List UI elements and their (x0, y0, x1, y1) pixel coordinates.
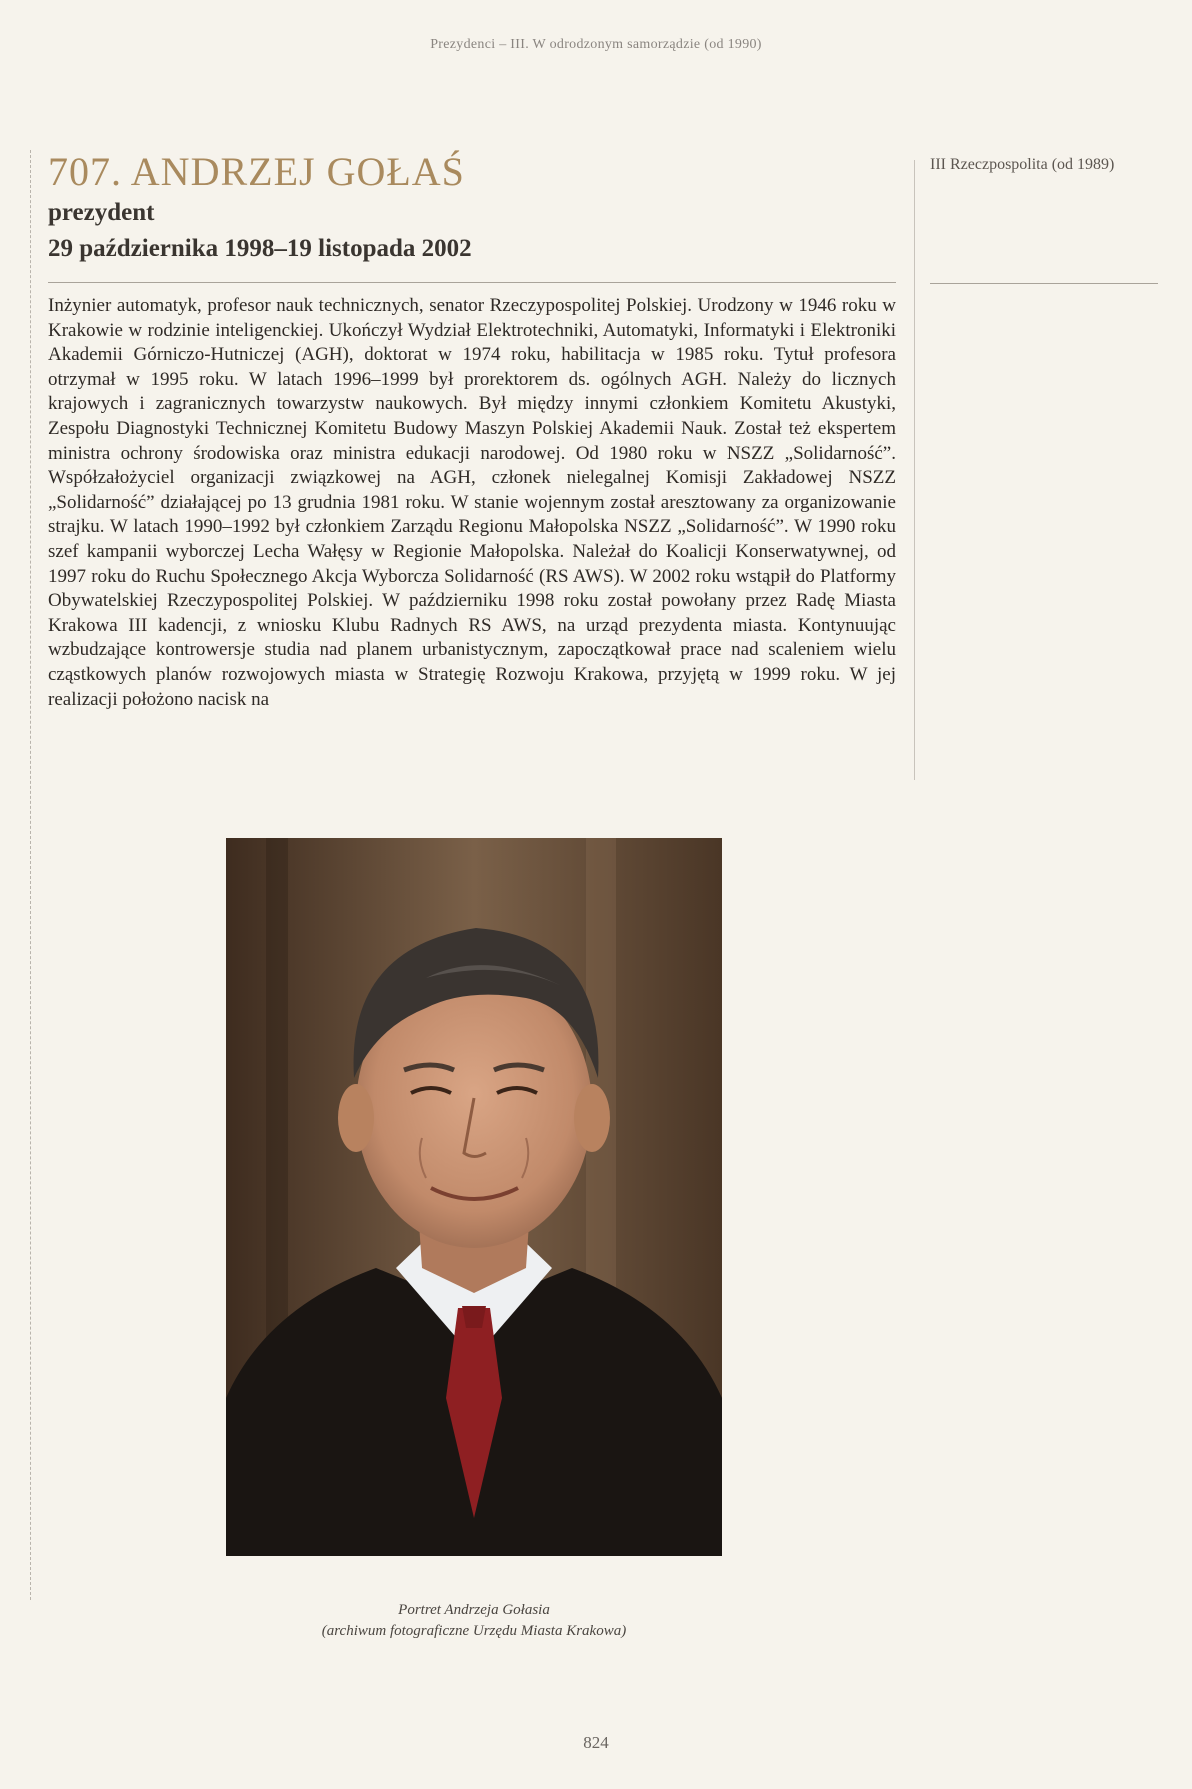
side-note: III Rzeczpospolita (od 1989) (930, 156, 1115, 173)
column-divider (914, 160, 915, 780)
side-note-rule (930, 283, 1158, 284)
portrait-illustration (226, 838, 722, 1556)
left-margin-rule (30, 150, 31, 1600)
entry-number: 707. (48, 149, 122, 194)
heading-rule (48, 282, 896, 283)
page-number: 824 (583, 1733, 609, 1752)
photo-caption (226, 1600, 722, 1642)
biography-text: Inżynier automatyk, profesor nauk technicznych, senator Rzeczypospolitej Polskiej. Urodzony w 1946 roku w Krakowie w rodzinie inteligenckiej. Ukończył Wydział Elektrotechniki, Automatyki, Informatyki i Elektroniki Akademii Górniczo-Hutniczej (AGH), doktorat w 1974 roku, habilitacja w 1985 roku. Tytuł profesora otrzymał w 1995 roku. W latach 1996–1999 był prorektorem ds. ogólnych AGH. Należy do licznych krajowych i zagranicznych towarzystw naukowych. Był między innymi członkiem Komitetu Akustyki, Zespołu Diagnostyki Technicznej Komitetu Budowy Maszyn Polskiej Akademii Nauk. Został też ekspertem ministra ochrony środowiska oraz ministra edukacji narodowej. Od 1980 roku w NSZZ „Solidarność”. Współzałożyciel organizacji związkowej na AGH, członek nielegalnej Komisji Zakładowej NSZZ „Solidarność” działającej po 13 grudnia 1981 roku. W stanie wojennym został aresztowany za organizowanie strajku. W latach 1990–1992 był członkiem Zarządu Regionu Małopolska NSZZ „Solidarność”. W 1990 roku szef kampanii wyborczej Lecha Wałęsy w Regionie Małopolska. Należał do Koalicji Konserwatywnej, od 1997 roku do Ruchu Społecznego Akcja Wyborcza Solidarność (RS AWS). W 2002 roku wstąpił do Platformy Obywatelskiej Rzeczypospolitej Polskiej. W październiku 1998 roku został powołany przez Radę Miasta Krakowa III kadencji, z wniosku Klubu Radnych RS AWS, na urząd prezydenta miasta. Kontynuując wzbudzające kontrowersje studia nad planem urbanistycznym, zapoczątkował prace nad scaleniem wielu cząstkowych planów rozwojowych miasta w Strategię Rozwoju Krakowa, przyjętą w 1999 roku. W jej realizacji położono nacisk na (48, 295, 896, 710)
running-head: Prezydenci – III. W odrodzonym samorządzie (od 1990) (430, 37, 762, 52)
entry-heading (48, 148, 465, 195)
entry-term: 29 października 1998–19 listopada 2002 (48, 235, 472, 262)
portrait-photo (226, 838, 722, 1556)
caption-source: (archiwum fotograficzne Urzędu Miasta Krakowa) (321, 1623, 627, 1639)
entry-office: prezydent (48, 199, 155, 226)
caption-title: Portret Andrzeja Gołasia (398, 1602, 550, 1618)
entry-name: ANDRZEJ GOŁAŚ (130, 149, 465, 194)
